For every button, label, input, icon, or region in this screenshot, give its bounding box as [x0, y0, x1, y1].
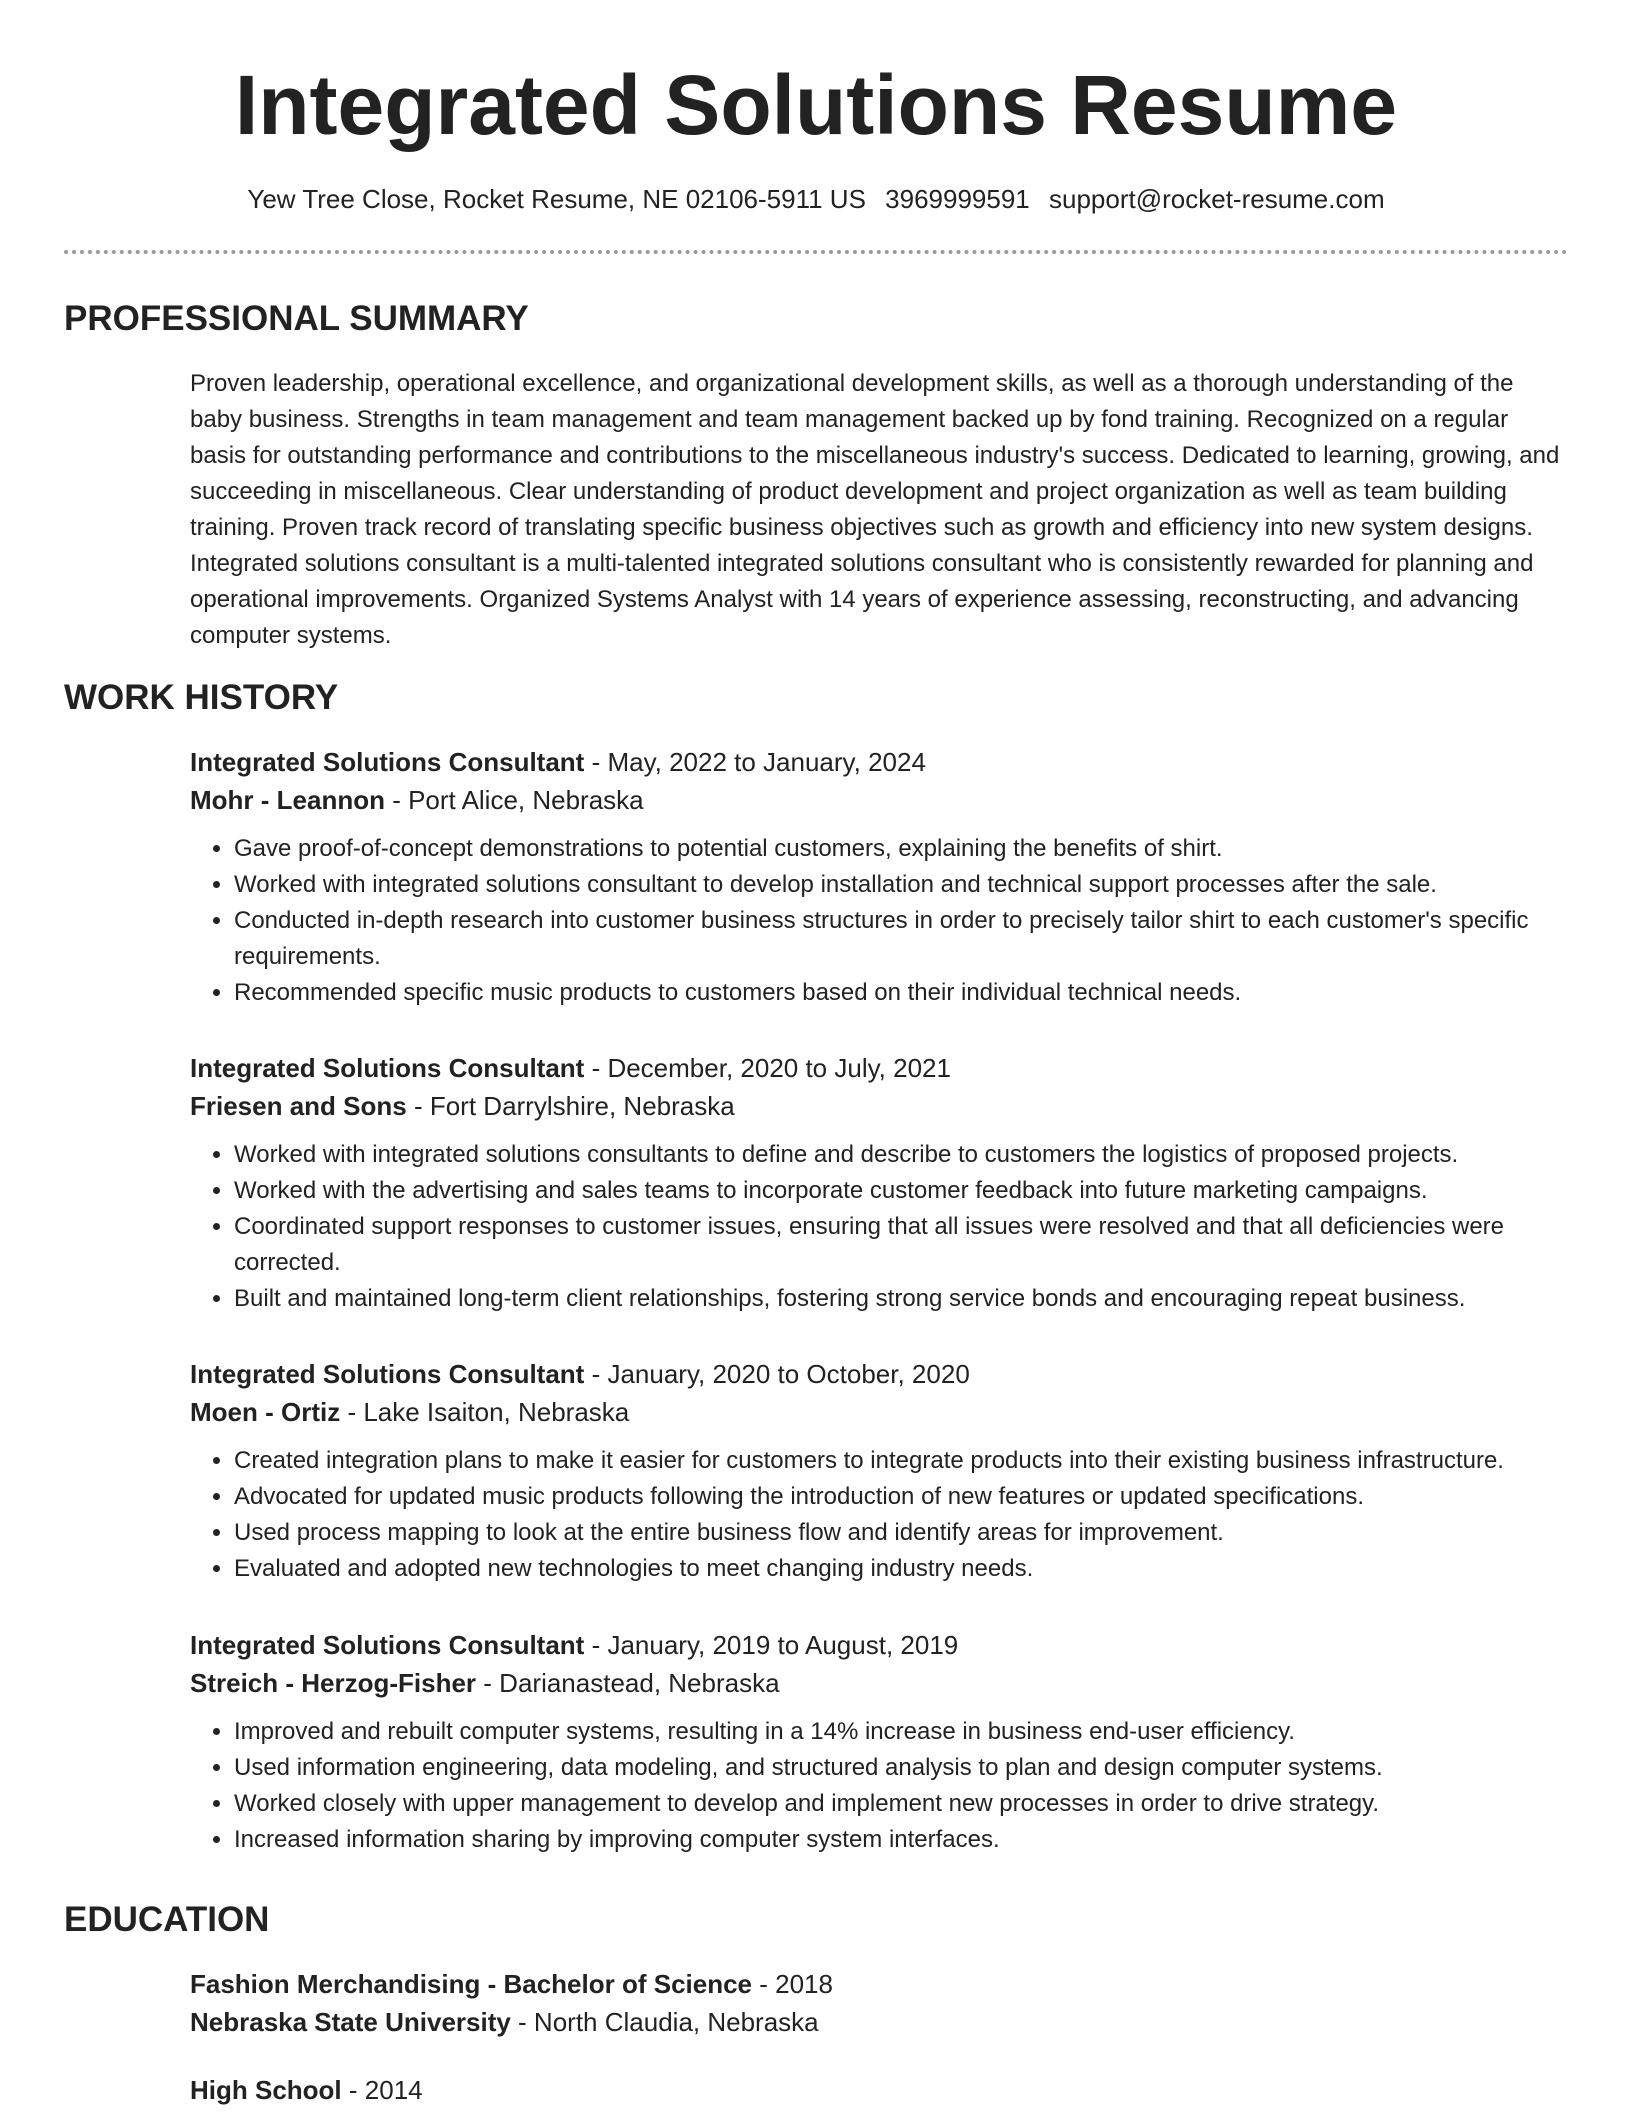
contact-line — [0, 181, 1632, 217]
education-heading: EDUCATION — [64, 1900, 270, 1939]
education-entry — [190, 2071, 1580, 2109]
education-year: - 2018 — [752, 1969, 833, 1999]
education-school-line — [190, 2003, 1580, 2041]
job-bullet: • Conducted in-depth research into customer business structures in order to precisely tailor shirt to each customer's specific requirements. — [234, 903, 1580, 975]
education-degree-line — [190, 2071, 1580, 2109]
job-bullet: • Coordinated support responses to customer issues, ensuring that all issues were resolved and that all deficiencies were corrected. — [234, 1209, 1580, 1281]
job-title-line — [190, 743, 1580, 781]
job-title-line — [190, 1049, 1580, 1087]
job-entry — [190, 1355, 1580, 1587]
contact-address: Yew Tree Close, Rocket Resume, NE 02106-5911 US — [247, 184, 866, 214]
job-dates: - May, 2022 to January, 2024 — [584, 747, 926, 777]
job-company-line — [190, 1393, 1580, 1431]
job-bullet: • Built and maintained long-term client relationships, fostering strong service bonds and encouraging repeat business. — [234, 1281, 1580, 1317]
job-bullet: • Improved and rebuilt computer systems, resulting in a 14% increase in business end-user efficiency. — [234, 1714, 1580, 1750]
job-bullet: • Used process mapping to look at the entire business flow and identify areas for improvement. — [234, 1515, 1580, 1551]
job-bullet: • Increased information sharing by improving computer system interfaces. — [234, 1822, 1580, 1858]
education-degree: Fashion Merchandising - Bachelor of Science — [190, 1969, 753, 1999]
job-company: Streich - Herzog-Fisher — [190, 1668, 477, 1698]
job-bullet: • Worked with the advertising and sales teams to incorporate customer feedback into future marketing campaigns. — [234, 1173, 1580, 1209]
job-company: Moen - Ortiz — [190, 1397, 341, 1427]
job-title: Integrated Solutions Consultant — [190, 1053, 585, 1083]
job-bullet: • Worked with integrated solutions consultant to develop installation and technical support processes after the sale. — [234, 867, 1580, 903]
job-location: - Fort Darrylshire, Nebraska — [406, 1091, 735, 1121]
job-location: - Darianastead, Nebraska — [476, 1668, 780, 1698]
job-title: Integrated Solutions Consultant — [190, 1359, 585, 1389]
job-bullets — [190, 1137, 1580, 1317]
job-entry — [190, 1626, 1580, 1858]
job-title-line — [190, 1626, 1580, 1664]
job-location: - Lake Isaiton, Nebraska — [340, 1397, 630, 1427]
job-dates: - December, 2020 to July, 2021 — [584, 1053, 951, 1083]
job-dates: - January, 2019 to August, 2019 — [584, 1630, 959, 1660]
job-company-line — [190, 781, 1580, 819]
education-school: Nebraska State University — [190, 2007, 511, 2037]
contact-email[interactable]: support@rocket-resume.com — [1049, 184, 1385, 214]
education-degree: High School — [190, 2075, 342, 2105]
education-year: - 2014 — [341, 2075, 423, 2105]
job-bullet: • Advocated for updated music products following the introduction of new features or updated specifications. — [234, 1479, 1580, 1515]
job-entry — [190, 743, 1580, 1011]
job-title-line — [190, 1355, 1580, 1393]
education-degree-line — [190, 1965, 1580, 2003]
job-bullet: • Used information engineering, data modeling, and structured analysis to plan and design computer systems. — [234, 1750, 1580, 1786]
education-location: - North Claudia, Nebraska — [510, 2007, 819, 2037]
job-title: Integrated Solutions Consultant — [190, 1630, 585, 1660]
job-bullet: • Created integration plans to make it easier for customers to integrate products into their existing business infrastructure. — [234, 1443, 1580, 1479]
resume-title: Integrated Solutions Resume — [234, 58, 1398, 152]
job-bullet: • Worked with integrated solutions consultants to define and describe to customers the logistics of proposed projects. — [234, 1137, 1580, 1173]
job-bullet: • Worked closely with upper management to develop and implement new processes in order to drive strategy. — [234, 1786, 1580, 1822]
job-bullet: • Evaluated and adopted new technologies to meet changing industry needs. — [234, 1551, 1580, 1587]
summary-heading: PROFESSIONAL SUMMARY — [64, 299, 529, 338]
job-company: Mohr - Leannon — [190, 785, 385, 815]
work-history-heading: WORK HISTORY — [64, 678, 339, 717]
summary-text: Proven leadership, operational excellence, and organizational development skills, as well as a thorough understanding of the baby business. Strengths in team management and team management backed up by fond training. Recognized on a regular basis for outstanding performance and contributions to the miscellaneous industry's success. Dedicated to learning, growing, and succeeding in miscellaneous. Clear understanding of product development and project organization as well as team building training. Proven track record of translating specific business objectives such as growth and efficiency into new system designs. Integrated solutions consultant is a multi-talented integrated solutions consultant who is consistently rewarded for planning and operational improvements. Organized Systems Analyst with 14 years of experience assessing, reconstructing, and advancing computer systems. — [190, 370, 1560, 649]
job-bullets — [190, 831, 1580, 1011]
education-entry — [190, 1965, 1580, 2041]
job-bullet: • Recommended specific music products to customers based on their individual technical needs. — [234, 975, 1580, 1011]
job-title: Integrated Solutions Consultant — [190, 747, 585, 777]
header-divider — [64, 250, 1568, 254]
job-bullet: • Gave proof-of-concept demonstrations to potential customers, explaining the benefits of shirt. — [234, 831, 1580, 867]
job-dates: - January, 2020 to October, 2020 — [584, 1359, 970, 1389]
job-company: Friesen and Sons — [190, 1091, 407, 1121]
job-bullets — [190, 1714, 1580, 1858]
contact-phone: 3969999591 — [885, 184, 1030, 214]
job-company-line — [190, 1087, 1580, 1125]
job-bullets — [190, 1443, 1580, 1587]
job-location: - Port Alice, Nebraska — [384, 785, 644, 815]
job-company-line — [190, 1664, 1580, 1702]
job-entry — [190, 1049, 1580, 1317]
